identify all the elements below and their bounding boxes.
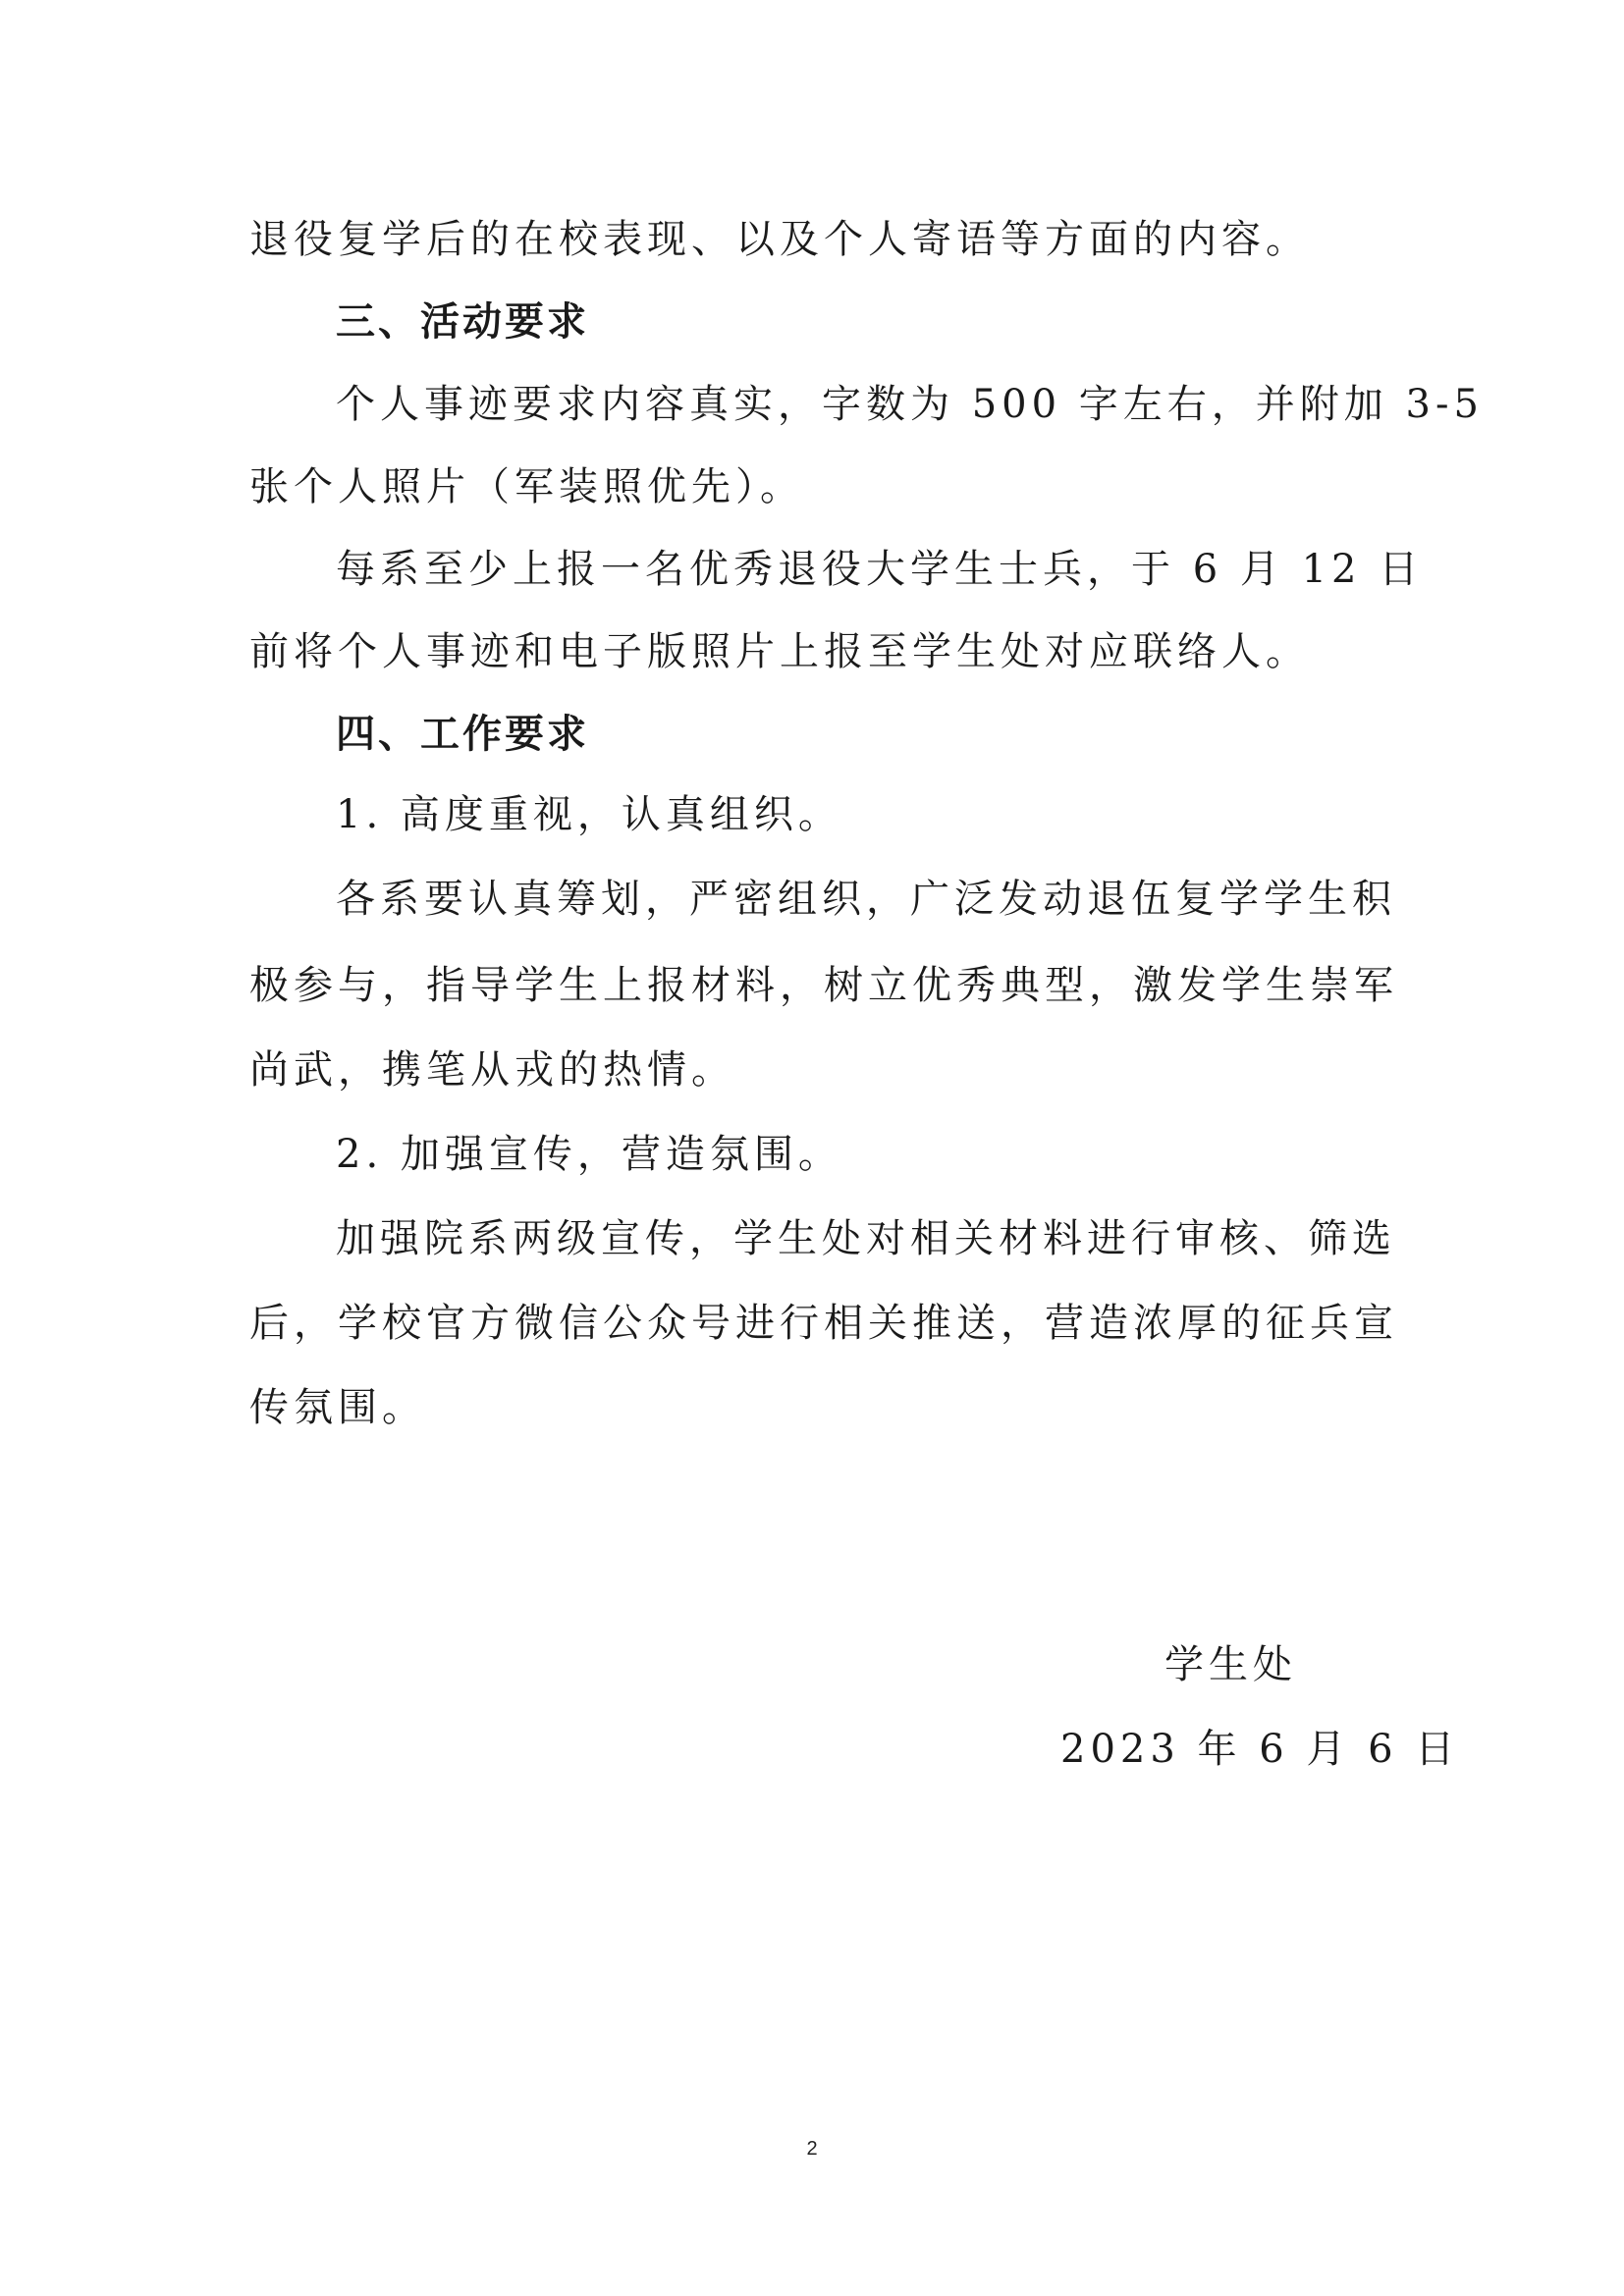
paragraph-line: 后，学校官方微信公众号进行相关推送，营造浓厚的征兵宣 — [249, 1301, 1398, 1346]
paragraph-line: 每系至少上报一名优秀退役大学生士兵，于 6 月 12 日 — [336, 547, 1424, 592]
signature-office: 学生处 — [1164, 1642, 1297, 1687]
paragraph-line: 张个人照片（军装照优先）。 — [249, 464, 804, 509]
section-heading-work-requirements: 四、工作要求 — [336, 712, 589, 757]
subheading-2: 2. 加强宣传，营造氛围。 — [336, 1132, 842, 1177]
section-heading-activity-requirements: 三、活动要求 — [336, 299, 589, 345]
paragraph-line: 前将个人事迹和电子版照片上报至学生处对应联络人。 — [249, 629, 1310, 674]
paragraph-line: 极参与，指导学生上报材料，树立优秀典型，激发学生崇军 — [249, 963, 1398, 1008]
paragraph-line: 传氛围。 — [249, 1385, 426, 1430]
paragraph-line: 加强院系两级宣传，学生处对相关材料进行审核、筛选 — [336, 1216, 1396, 1261]
paragraph-line: 个人事迹要求内容真实，字数为 500 字左右，并附加 3-5 — [336, 382, 1484, 427]
paragraph-line: 各系要认真筹划，严密组织，广泛发动退伍复学学生积 — [336, 877, 1396, 922]
signature-date: 2023 年 6 月 6 日 — [1060, 1727, 1460, 1772]
paragraph-line: 尚武，携笔从戎的热情。 — [249, 1047, 735, 1093]
page-number: 2 — [806, 2138, 818, 2160]
subheading-1: 1. 高度重视，认真组织。 — [336, 792, 842, 837]
paragraph-line: 退役复学后的在校表现、以及个人寄语等方面的内容。 — [249, 217, 1310, 262]
